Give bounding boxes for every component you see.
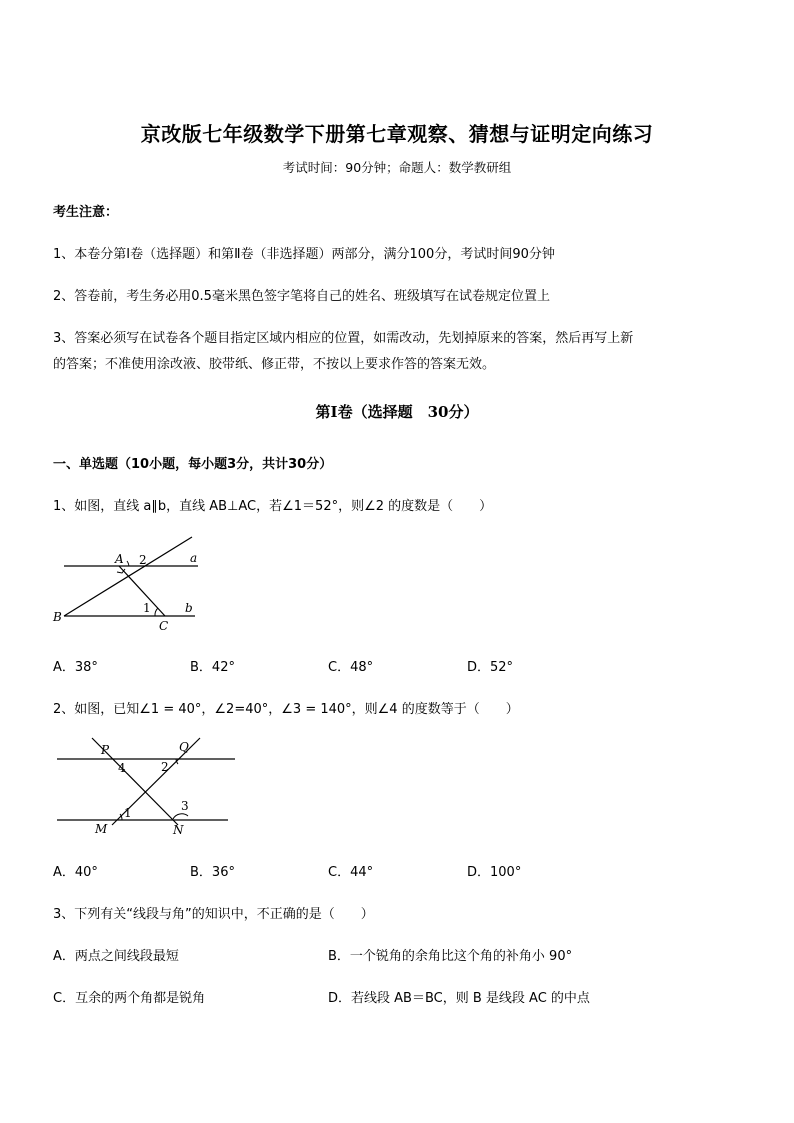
option-a: A．40°	[53, 865, 98, 880]
angle-label: 1	[124, 806, 132, 820]
question-stem: 3、下列有关“线段与角”的知识中，不正确的是（ ）	[53, 907, 374, 922]
notice-item: 的答案；不准使用涂改液、胶带纸、修正带，不按以上要求作答的答案无效。	[53, 357, 496, 372]
option-c: C．互余的两个角都是锐角	[53, 991, 206, 1006]
angle-label: 2	[139, 553, 147, 567]
point-label: N	[173, 823, 184, 837]
document-title: 京改版七年级数学下册第七章观察、猜想与证明定向练习	[140, 122, 654, 146]
notice-item: 3、答案必须写在试卷各个题目指定区域内相应的位置，如需改动，先划掉原来的答案，然后再写上新	[53, 331, 634, 346]
point-label: A	[115, 552, 124, 566]
option-b: B．42°	[190, 660, 235, 675]
point-label: Q	[179, 740, 189, 754]
option-b: B．36°	[190, 865, 235, 880]
question-stem: 1、如图，直线 a∥b，直线 AB⊥AC，若∠1＝52°，则∠2 的度数是（ ）	[53, 499, 493, 514]
point-label: B	[53, 610, 62, 624]
notice-item: 2、答卷前，考生务必用0.5毫米黑色签字笔将自己的姓名、班级填写在试卷规定位置上	[53, 289, 550, 304]
section-title: 第Ⅰ卷（选择题 30分）	[315, 403, 479, 421]
line-label: a	[190, 551, 198, 565]
angle-label: 3	[181, 799, 189, 813]
question-stem: 2、如图，已知∠1 = 40°，∠2=40°，∠3 = 140°，则∠4 的度数等于（ ）	[53, 702, 519, 717]
option-d: D．52°	[467, 660, 514, 675]
angle-label: 2	[161, 760, 169, 774]
option-a: A．38°	[53, 660, 98, 675]
point-label: P	[101, 743, 110, 757]
option-d: D．若线段 AB＝BC，则 B 是线段 AC 的中点	[328, 991, 590, 1006]
option-c: C．48°	[328, 660, 374, 675]
option-a: A．两点之间线段最短	[53, 949, 179, 964]
question-1-figure	[50, 535, 210, 635]
question-2-figure	[50, 735, 235, 840]
angle-label: 4	[118, 761, 126, 775]
point-label: C	[159, 619, 169, 633]
point-label: M	[95, 822, 108, 836]
exam-info: 考试时间：90分钟；命题人：数学教研组	[282, 160, 512, 175]
angle-label: 1	[143, 601, 151, 615]
notice-heading: 考生注意：	[53, 205, 119, 220]
part-heading: 一、单选题（10小题，每小题3分，共计30分）	[53, 457, 333, 472]
option-b: B．一个锐角的余角比这个角的补角小 90°	[328, 949, 573, 964]
notice-item: 1、本卷分第Ⅰ卷（选择题）和第Ⅱ卷（非选择题）两部分，满分100分，考试时间90分钟	[53, 247, 555, 262]
option-d: D．100°	[467, 865, 522, 880]
option-c: C．44°	[328, 865, 374, 880]
line-label: b	[185, 601, 193, 615]
